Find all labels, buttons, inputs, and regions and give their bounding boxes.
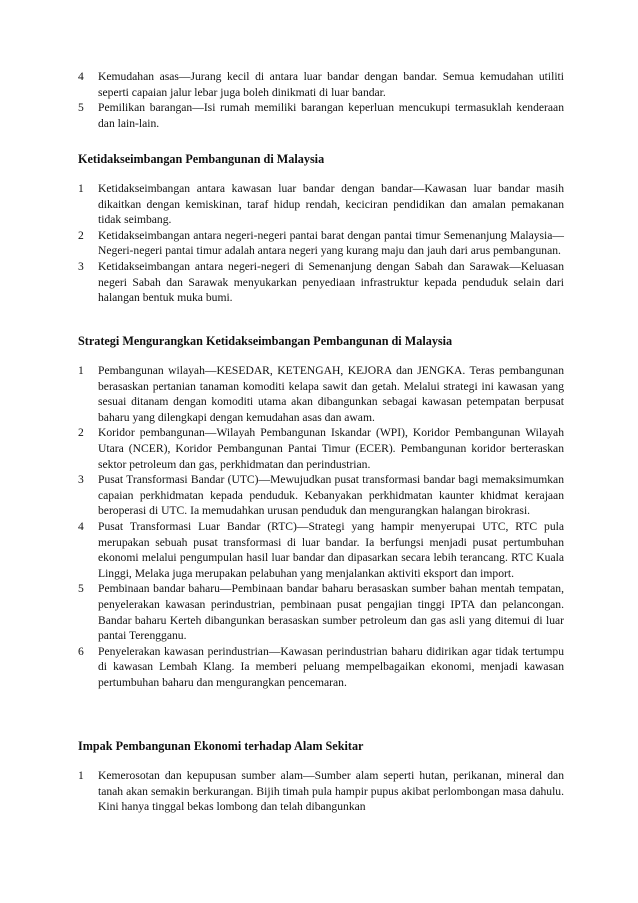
list-item	[78, 644, 564, 691]
item-text: Ketidakseimbangan antara kawasan luar bandar dengan bandar—Kawasan luar bandar masih dikaitkan dengan kemiskinan, taraf hidup rendah, keciciran pendidikan dan amalan pemakanan tidak seimbang.	[98, 182, 564, 227]
list-item	[78, 519, 564, 581]
item-text: Koridor pembangunan—Wilayah Pembangunan Iskandar (WPI), Koridor Pembangunan Wilayah Utara (NCER), Koridor Pembangunan Pantai Timur (ECER). Pembangunan koridor berteraskan sektor petroleum dan gas, perkhidmatan dan perindustrian.	[98, 426, 564, 471]
item-text: Pusat Transformasi Luar Bandar (RTC)—Strategi yang hampir menyerupai UTC, RTC pula merupakan sebuah pusat transformasi di luar bandar. Ia berfungsi menjadi pusat pertumbuhan ekonomi melalui pengumpulan hasil luar bandar dan dipasarkan secara lebih terancang. RTC Kuala Linggi, Melaka juga merupakan pelabuhan yang menjalankan aktiviti eksport dan import.	[98, 519, 564, 580]
item-text: Pusat Transformasi Bandar (UTC)—Mewujudkan pusat transformasi bandar bagi memaksimumkan capaian perkhidmatan kepada penduduk. Kebanyakan perkhidmatan kaunter khidmat kerajaan beroperasi di UTC. Ia memudahkan urusan penduduk dan mengurangkan halangan birokrasi.	[98, 473, 564, 518]
list-item	[78, 425, 564, 472]
list-item	[78, 228, 564, 259]
item-number: 3	[78, 473, 84, 487]
list-item	[78, 100, 564, 131]
list-item	[78, 259, 564, 306]
item-text: Ketidakseimbangan antara negeri-negeri di Semenanjung dengan Sabah dan Sarawak—Keluasan negeri Sabah dan Sarawak menyukarkan penyediaan infrastruktur kepada penduduk selain dari halangan bentuk muka bumi.	[98, 259, 564, 305]
section-ketidakseimbangan	[78, 151, 564, 306]
item-number: 1	[78, 182, 84, 195]
item-number: 2	[78, 426, 84, 440]
section-strategi	[78, 333, 564, 690]
item-number: 4	[78, 519, 84, 533]
list-item	[78, 181, 564, 228]
item-text: Kemerosotan dan kepupusan sumber alam—Sumber alam seperti hutan, perikanan, mineral dan tanah akan semakin berkurangan. Bijih timah pula hampir pupus akibat perlombongan masa dahulu. Kini hanya tinggal bekas lombong dan telah dibangunkan	[98, 769, 564, 814]
item-number: 5	[78, 101, 84, 115]
item-number: 1	[78, 364, 84, 377]
item-number: 5	[78, 582, 84, 596]
item-text: Pemilikan barangan—Isi rumah memiliki barangan keperluan mencukupi termasuklah kenderaan dan lain-lain.	[98, 101, 564, 130]
list-item	[78, 69, 564, 100]
list-item	[78, 768, 564, 815]
section-heading: Impak Pembangunan Ekonomi terhadap Alam Sekitar	[78, 739, 364, 753]
list-item	[78, 472, 564, 519]
item-number: 2	[78, 228, 84, 242]
section-impak	[78, 738, 564, 815]
section-heading: Strategi Mengurangkan Ketidakseimbangan Pembangunan di Malaysia	[78, 334, 453, 348]
item-text: Pembinaan bandar baharu—Pembinaan bandar baharu berasaskan sumber bahan mentah tempatan, penyelerakan kawasan perindustrian, pembinaan pusat pengajian tinggi IPTA dan pelancongan. Bandar baharu Kerteh dibangunkan berasaskan sumber petroleum dan gas asli yang ditemui di luar pantai Terengganu.	[98, 582, 564, 643]
list-item	[78, 363, 564, 425]
item-number: 3	[78, 259, 84, 273]
section-heading: Ketidakseimbangan Pembangunan di Malaysia	[78, 152, 325, 166]
item-number: 6	[78, 644, 84, 658]
item-text: Pembangunan wilayah—KESEDAR, KETENGAH, KEJORA dan JENGKA. Teras pembangunan berasaskan pertanian tanaman komoditi kelapa sawit dan getah. Melalui strategi ini kawasan yang sesuai ditanam dengan komoditi utama akan dibangunkan sebagai kawasan petempatan berpusat baharu yang dilengkapi dengan kemudahan asas dan awam.	[98, 364, 564, 424]
item-number: 1	[78, 769, 84, 782]
item-text: Ketidakseimbangan antara negeri-negeri pantai barat dengan pantai timur Semenanjung Malaysia— Negeri-negeri pantai timur adalah antara negeri yang kurang maju dan jauh dari arus pembangunan.	[98, 228, 564, 258]
item-text: Kemudahan asas—Jurang kecil di antara luar bandar dengan bandar. Semua kemudahan utiliti seperti capaian jalur lebar juga boleh dinikmati di luar bandar.	[98, 70, 564, 99]
item-number: 4	[78, 70, 84, 83]
item-text: Penyelerakan kawasan perindustrian—Kawasan perindustrian baharu didirikan agar tidak tertumpu di kawasan Lembah Klang. Ia memberi peluang mempelbagaikan ekonomi, menjadi kawasan pertumbuhan baharu dan mengurangkan pencemaran.	[98, 644, 564, 689]
list-item	[78, 581, 564, 643]
intro-list	[78, 69, 564, 131]
